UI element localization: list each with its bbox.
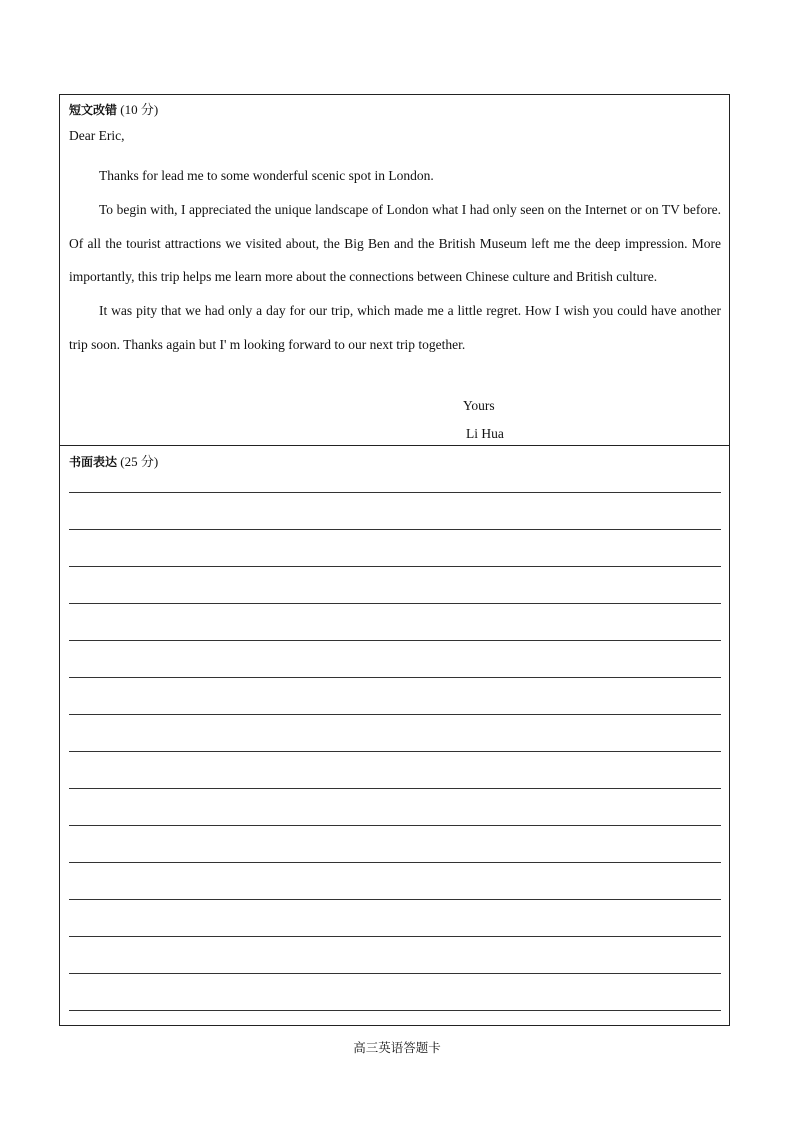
- section-title-cn: 书面表达: [69, 455, 118, 469]
- error-correction-title: [69, 102, 158, 118]
- answer-line: [69, 603, 721, 604]
- letter-signature: Li Hua: [466, 426, 504, 441]
- section-title-cn: 短文改错: [69, 103, 118, 117]
- answer-sheet-box: [59, 94, 730, 1026]
- answer-line: [69, 492, 721, 493]
- answer-line: [69, 751, 721, 752]
- section-score: (10 分): [120, 102, 159, 117]
- letter-body: [69, 125, 721, 362]
- answer-line: [69, 862, 721, 863]
- answer-line: [69, 936, 721, 937]
- page-footer: 高三英语答题卡: [353, 1040, 441, 1055]
- letter-paragraph-3: It was pity that we had only a day for our trip, which made me a little regret. How I wish you could have another trip soon. Thanks again but I' m looking forward to our next trip together.: [69, 303, 721, 352]
- answer-line: [69, 714, 721, 715]
- letter-paragraph-1: Thanks for lead me to some wonderful scenic spot in London.: [99, 168, 434, 183]
- answer-line: [69, 899, 721, 900]
- answer-line: [69, 529, 721, 530]
- answer-line: [69, 973, 721, 974]
- error-correction-section: [60, 95, 729, 446]
- answer-line: [69, 677, 721, 678]
- answer-line: [69, 640, 721, 641]
- answer-line: [69, 1010, 721, 1011]
- answer-line: [69, 566, 721, 567]
- letter-paragraph-2: To begin with, I appreciated the unique landscape of London what I had only seen on the Internet or on TV before. Of all the tourist attractions we visited about, the Big Ben and the British Museum left me the deep impression. More importantly, this trip helps me learn more about the connections between Chinese culture and British culture.: [69, 201, 721, 285]
- writing-section: [60, 446, 729, 1026]
- answer-line: [69, 825, 721, 826]
- answer-line: [69, 788, 721, 789]
- section-score: (25 分): [120, 454, 159, 469]
- letter-closing: Yours: [463, 398, 495, 413]
- writing-lines-area[interactable]: [69, 446, 721, 1026]
- letter-greeting: Dear Eric,: [69, 128, 125, 143]
